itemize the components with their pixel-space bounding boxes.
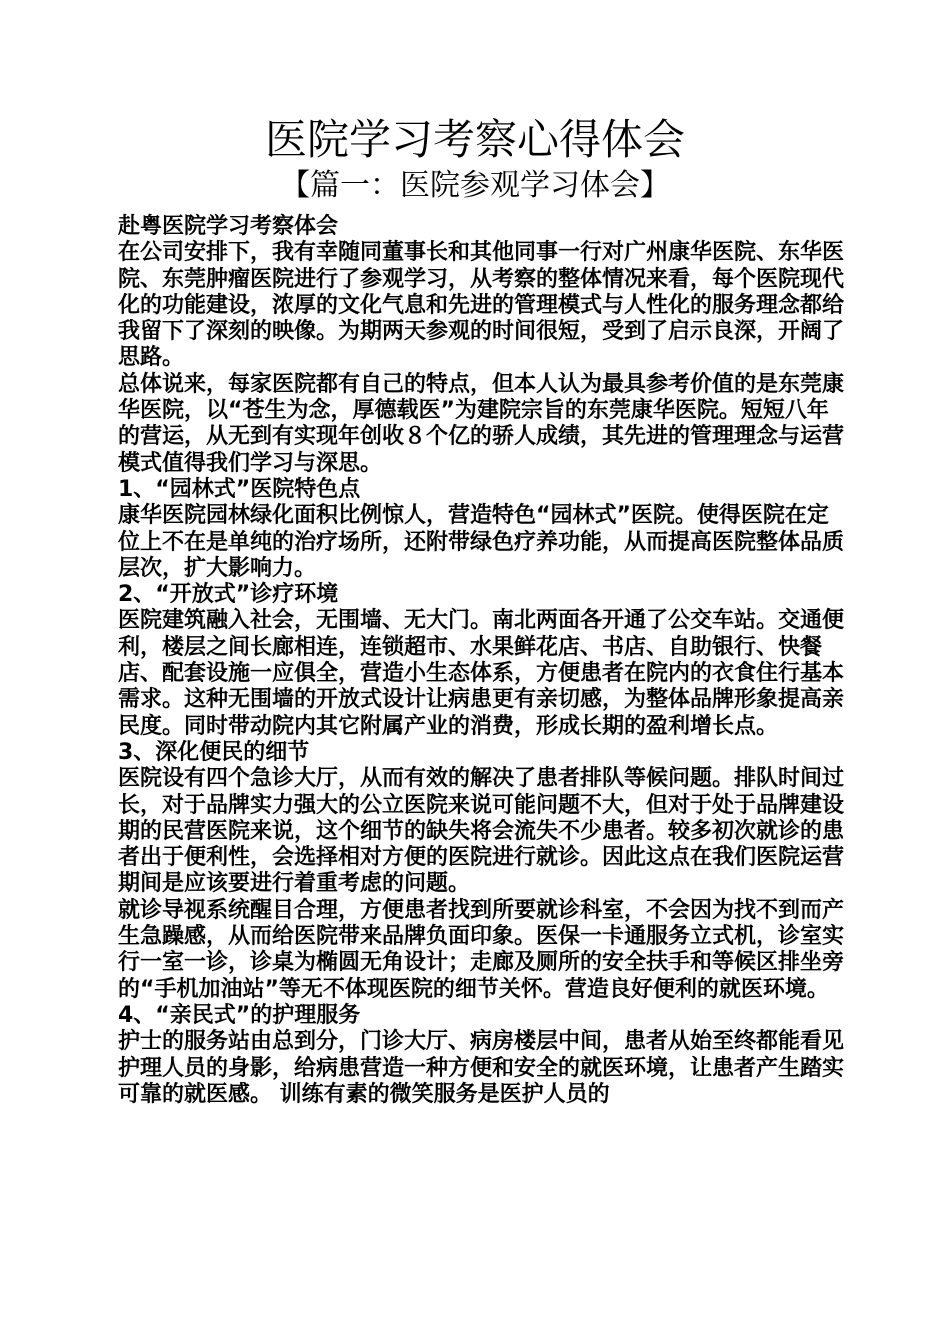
body-paragraph: 就诊导视系统醒目合理，方便患者找到所要就诊科室，不会因为找不到而产生急躁感，从而给医院带来品牌负面印象。医保一卡通服务立式机，诊室实行一室一诊，诊桌为椭圆无角设计；走廊及厕所的安全扶手和等候区排坐旁的“手机加油站”等无不体现医院的细节关怀。营造良好便利的就医环境。 [118,897,845,1002]
section-heading: 4、“亲民式”的护理服务 [118,1002,361,1028]
body-paragraph: 护士的服务站由总到分，门诊大厅、病房楼层中间，患者从始至终都能看见护理人员的身影，给病患营造一种方便和安全的就医环境，让患者产生踏实可靠的就医感。 训练有素的微笑服务是医护人员的 [118,1029,845,1107]
body-paragraph: 在公司安排下，我有幸随同董事长和其他同事一行对广州康华医院、东华医院、东莞肿瘤医院进行了参观学习，从考察的整体情况来看，每个医院现代化的功能建设，浓厚的文化气息和先进的管理模式与人性化的服务理念都给我留下了深刻的映像。为期两天参观的时间很短，受到了启示良深，开阔了思路。 [118,240,845,371]
body-paragraph: 总体说来，每家医院都有自己的特点，但本人认为最具参考价值的是东莞康华医院，以“苍生为念，厚德载医”为建院宗旨的东莞康华医院。短短八年的营运，从无到有实现年创收８个亿的骄人成绩，其先进的管理理念与运营模式值得我们学习与深思。 [118,371,845,476]
body-paragraph: 康华医院园林绿化面积比例惊人，营造特色“园林式”医院。使得医院在定位上不在是单纯的治疗场所，还附带绿色疗养功能，从而提高医院整体品质层次，扩大影响力。 [118,503,845,581]
document-title: 医院学习考察心得体会 [264,115,685,164]
document-subtitle: 【篇一：医院参观学习体会】 [280,168,670,203]
document-body [118,214,846,1108]
section-heading: 3、深化便民的细节 [118,739,310,765]
body-paragraph: 医院建筑融入社会，无围墙、无大门。南北两面各开通了公交车站。交通便利，楼层之间长廊相连，连锁超市、水果鲜花店、书店、自助银行、快餐店、配套设施一应俱全，营造小生态体系，方便患者在院内的衣食住行基本需求。这种无围墙的开放式设计让病患更有亲切感，为整体品牌形象提高亲民度。同时带动院内其它附属产业的消费，形成长期的盈利增长点。 [118,608,845,739]
section-heading: 赴粤医院学习考察体会 [118,214,339,239]
section-heading: 1、“园林式”医院特色点 [118,476,361,502]
body-paragraph: 医院设有四个急诊大厅，从而有效的解决了患者排队等候问题。排队时间过长，对于品牌实力强大的公立医院来说可能问题不大，但对于处于品牌建设期的民营医院来说，这个细节的缺失将会流失不少患者。较多初次就诊的患者出于便利性，会选择相对方便的医院进行就诊。因此这点在我们医院运营期间是应该要进行着重考虑的问题。 [118,766,845,897]
section-heading: 2、“开放式”诊疗环境 [118,582,339,608]
